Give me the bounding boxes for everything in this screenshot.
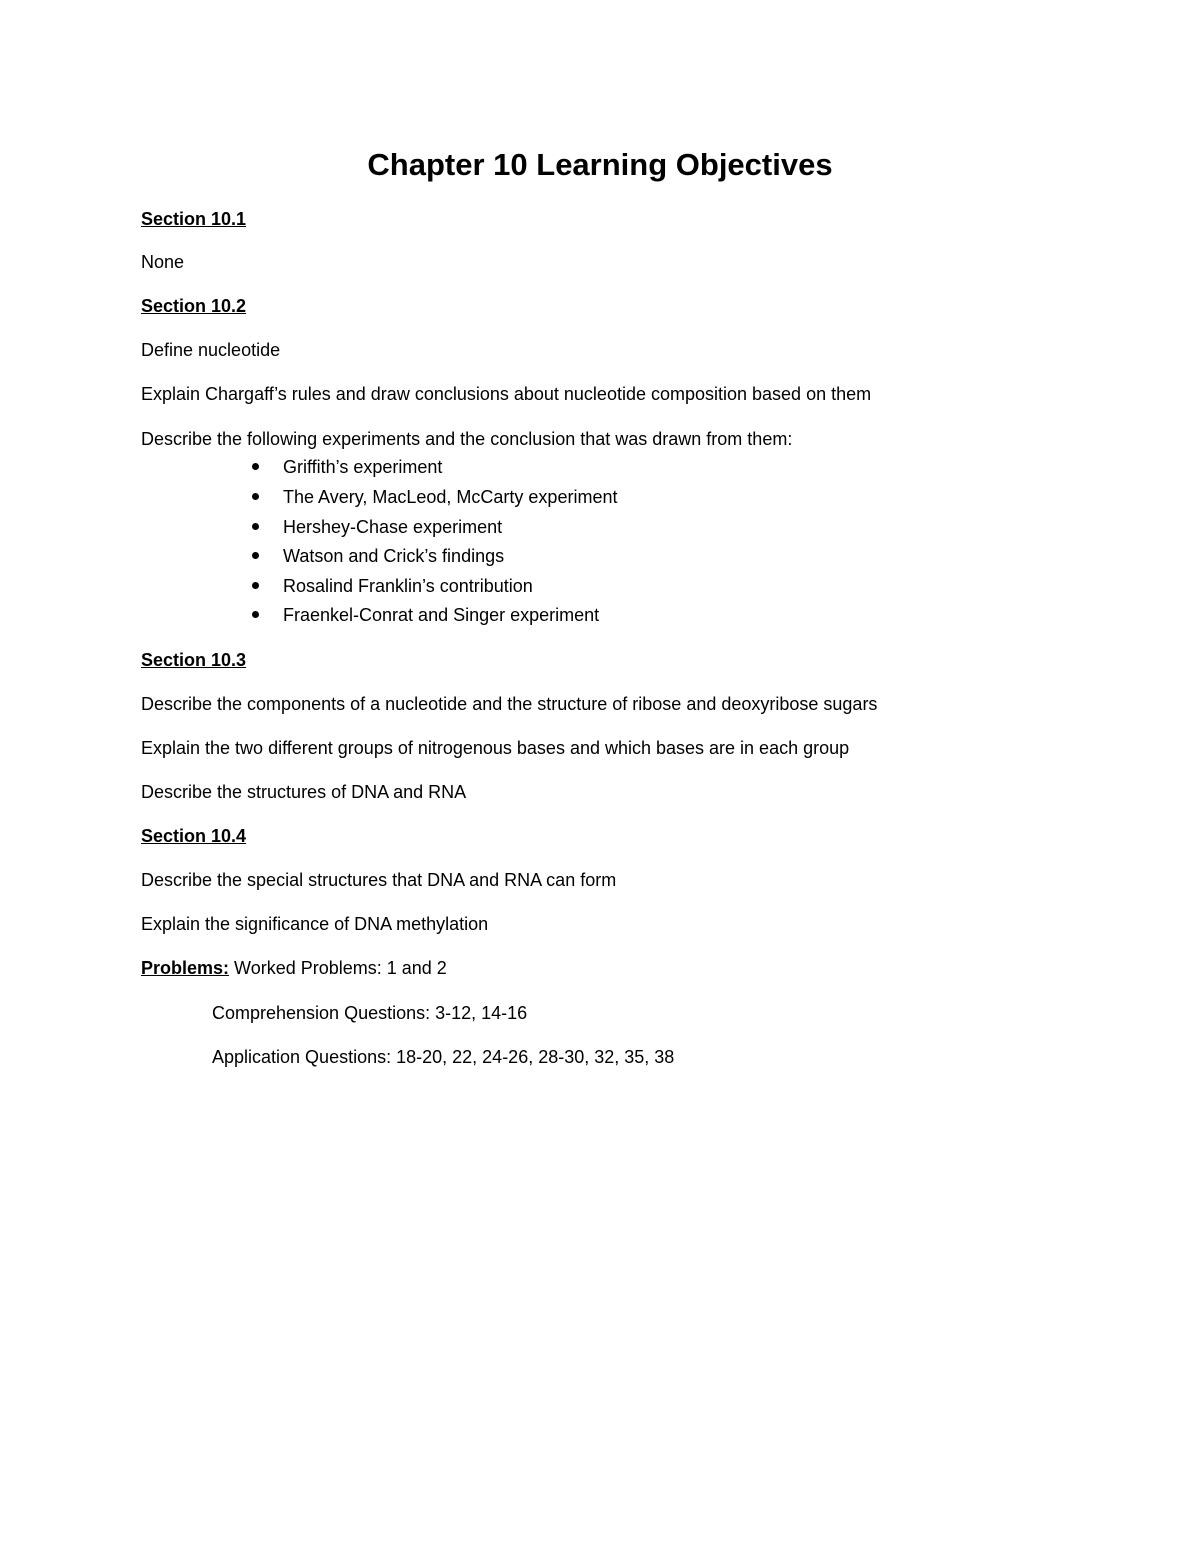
bullet-icon: [252, 523, 259, 530]
bullet-icon: [252, 552, 259, 559]
objective-text: Describe the following experiments and the conclusion that was drawn from them:: [141, 429, 793, 449]
objective-text: Describe the structures of DNA and RNA: [141, 782, 467, 802]
objective-text: Explain the significance of DNA methylation: [141, 914, 489, 934]
objective-text: Describe the special structures that DNA and RNA can form: [141, 870, 617, 890]
objective-text: Define nucleotide: [141, 340, 281, 360]
problems-label: Problems:: [141, 958, 230, 978]
list-item-text: Hershey-Chase experiment: [283, 517, 503, 537]
worked-problems: Worked Problems: 1 and 2: [234, 958, 447, 978]
objective-text: None: [141, 252, 185, 272]
objective-text: Explain the two different groups of nitrogenous bases and which bases are in each group: [141, 738, 850, 758]
page-title: Chapter 10 Learning Objectives: [367, 147, 833, 182]
bullet-icon: [252, 463, 259, 470]
list-item-text: Fraenkel-Conrat and Singer experiment: [283, 605, 600, 625]
objective-text: Describe the components of a nucleotide and the structure of ribose and deoxyribose sugars: [141, 694, 878, 714]
list-item-text: Watson and Crick’s findings: [283, 546, 505, 566]
objective-text: Explain Chargaff’s rules and draw conclusions about nucleotide composition based on them: [141, 384, 872, 404]
section-heading-10-4: Section 10.4: [141, 826, 247, 846]
list-item-text: The Avery, MacLeod, McCarty experiment: [283, 487, 618, 507]
section-heading-10-1: Section 10.1: [141, 209, 247, 229]
bullet-icon: [252, 582, 259, 589]
bullet-icon: [252, 611, 259, 618]
comprehension-questions: Comprehension Questions: 3-12, 14-16: [212, 1003, 528, 1023]
application-questions: Application Questions: 18-20, 22, 24-26, 28-30, 32, 35, 38: [212, 1047, 675, 1067]
list-item-text: Griffith’s experiment: [283, 457, 443, 477]
section-heading-10-2: Section 10.2: [141, 296, 247, 316]
section-heading-10-3: Section 10.3: [141, 650, 247, 670]
problems-line: [141, 956, 447, 980]
bullet-icon: [252, 493, 259, 500]
list-item-text: Rosalind Franklin’s contribution: [283, 576, 533, 596]
